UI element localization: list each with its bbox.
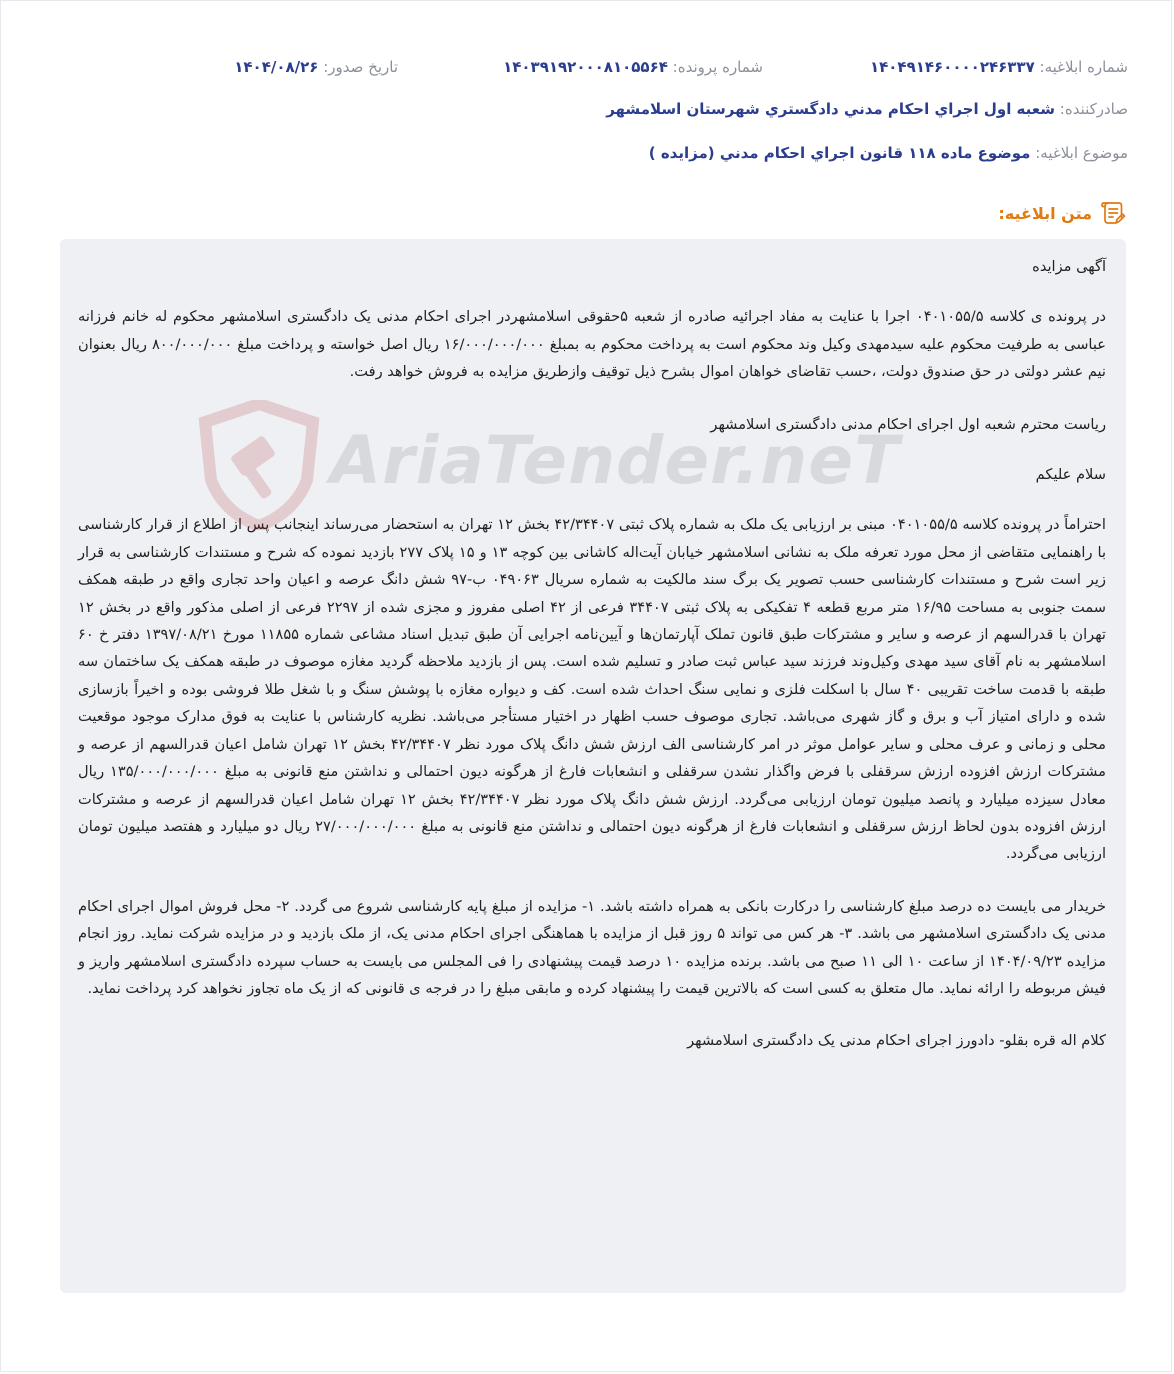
notice-number-label: شماره ابلاغیه: xyxy=(1039,58,1128,76)
notice-heading: آگهی مزایده xyxy=(1032,258,1106,275)
issue-date-label: تاریخ صدور: xyxy=(323,58,398,76)
notice-number-value: ۱۴۰۴۹۱۴۶۰۰۰۰۲۴۶۳۳۷ xyxy=(869,58,1035,76)
notice-text-heading xyxy=(998,200,1126,226)
notice-paragraph-3: خریدار می بایست ده درصد مبلغ کارشناسی را درکارت بانکی به همراه داشته باشد. ۱- مزایده از مبلغ پایه کارشناسی شروع می گردد. ۲- محل فروش اموال اجرای احکام مدنی یک دادگستری اسلامشهر می باشد. ۳- هر کس می تواند ۵ روز قبل از مزایده با هماهنگی اجرای احکام مدنی یک، از ملک بازدید و در مزایده شرکت نماید. روز انجام مزایده ۱۴۰۴/۰۹/۲۳ از ساعت ۱۰ الی ۱۱ صبح می باشد. برنده مزایده ۱۰ درصد قیمت پیشنهادی را فی المجلس می بایست به حساب سپرده دادگستری اسلامشهر واریز و فیش مربوطه را ارائه نماید. مال متعلق به کسی است که بالاترین قیمت را پیشنهاد کرده و مابقی مبلغ را در فرجه ی قانونی که از یک ماه تجاوز نخواهد کرد پرداخت نماید. xyxy=(78,897,1107,997)
section-title: متن ابلاغیه: xyxy=(998,203,1092,223)
notice-addressee: ریاست محترم شعبه اول اجرای احکام مدنی دادگستری اسلامشهر xyxy=(710,415,1106,433)
case-number-label: شماره پرونده: xyxy=(672,58,763,76)
issuer-row xyxy=(606,100,1128,118)
issuer-value: شعبه اول اجراي احکام مدني دادگستري شهرستان اسلامشهر xyxy=(606,100,1055,118)
notice-paragraph-2: احتراماً در پرونده کلاسه ۰۴۰۱۰۵۵/۵ مبنی بر ارزیابی یک ملک به شماره پلاک ثبتی ۴۲/۳۴۴۰۷ بخش ۱۲ تهران به استحضار می‌رساند اینجانب پس از اطلاع از قرار کارشناسی با راهنمایی متقاضی از محل مورد تعرفه ملک به نشانی اسلامشهر خیابان آیت‌اله کاشانی بین کوچه ۱۳ و ۱۵ پلاک ۲۷۷ بازدید نموده که شرح و مستندات کارشناسی به قرار زیر است شرح و مستندات کارشناسی حسب تصویر یک برگ سند مالکیت به شماره سریال ۰۴۹۰۶۳ ب-۹۷ شش دانگ عرصه و اعیان واحد تجاری واقع در طبقه همکف سمت جنوبی به مساحت ۱۶/۹۵ متر مربع قطعه ۴ تفکیکی به پلاک ثبتی ۳۴۴۰۷ فرعی از ۴۲ اصلی مفروز و مجزی شده از ۲۲۹۷ فرعی از اصلی مذکور واقع در بخش ۱۲ تهران با قدرالسهم از عرصه و سایر و مشترکات طبق قانون تملک آپارتمان‌ها و آیین‌نامه اجرایی آن طبق تبدیل اسناد مشاعی شماره ۱۱۸۵۵ مورخ ۱۳۹۷/۰۸/۲۱ دفتر خ ۶۰ اسلامشهر به نام آقای سید مهدی وکیل‌وند فرزند سید عباس ثبت صادر و تسلیم شده است. پس از بازدید ملاحظه گردید مغازه موصوف در طبقه همکف یک ساختمان سه طبقه با قدمت ساخت تقریبی ۴۰ سال با اسکلت فلزی و نمایی سنگ احداث شده است. کف و دیواره مغازه با پوشش سنگ و با شغل طلا فروشی بوده و اخیراً بازسازی شده و دارای امتیاز آب و برق و گاز شهری می‌باشد. تجاری موصوف حسب اظهار در اختیار مستأجر می‌باشد. نظریه کارشناس با عنایت به فوق مدارک موجود موقعیت محلی و زمانی و عرف محلی و سایر عوامل موثر در امر کارشناسی الف ارزش شش دانگ پلاک مورد نظر ۴۲/۳۴۴۰۷ بخش ۱۲ تهران شامل اعیان قدرالسهم از عرصه و مشترکات ارزش افزوده ارزش سرقفلی با فرض واگذار نشدن سرقفلی و انشعابات فارغ از هرگونه دیون احتمالی و نداشتن منع قانونی به مبلغ ۱۳۵/۰۰۰/۰۰۰/۰۰۰ ریال معادل سیزده میلیارد و پانصد میلیون تومان ارزیابی می‌گردد. ارزش شش دانگ پلاک مورد نظر ۴۲/۳۴۴۰۷ بخش ۱۲ تهران شامل اعیان قدرالسهم از عرصه و مشترکات ارزش افزوده بدون لحاظ ارزش سرقفلی و انشعابات فارغ از هرگونه دیون احتمالی و نداشتن منع قانونی به مبلغ ۲۷/۰۰۰/۰۰۰/۰۰۰ ریال دو میلیارد و هفتصد میلیون تومان ارزیابی می‌گردد. xyxy=(78,516,1107,863)
issuer-label: صادرکننده: xyxy=(1059,100,1128,118)
case-number-value: ۱۴۰۳۹۱۹۲۰۰۰۸۱۰۵۵۶۴ xyxy=(503,58,668,76)
notice-number xyxy=(870,58,1128,76)
issue-date xyxy=(234,58,398,76)
notice-paragraph-1: در پرونده ی کلاسه ۰۴۰۱۰۵۵/۵ اجرا با عنایت به مفاد اجرائیه صادره از شعبه ۵حقوقی اسلامشهردر اجرای احکام مدنی یک دادگستری اسلامشهر محکوم له خانم فرزانه عباسی به طرفیت محکوم علیه سیدمهدی وکیل وند محکوم است به پرداخت محکوم به بمبلغ ۱۶/۰۰۰/۰۰۰/۰۰۰ ریال اصل خواسته و پرداخت مبلغ ۸۰۰/۰۰۰/۰۰۰ ریال بعنوان نیم عشر دولتی در حق صندوق دولت، ،حسب تقاضای خواهان اموال بشرح ذیل توقیف وازطریق مزایده به فروش خواهد رفت. xyxy=(78,308,1107,381)
notice-greeting: سلام علیکم xyxy=(1035,466,1106,484)
subject-value: موضوع ماده ۱۱۸ قانون اجراي احکام مدني (مزايده ) xyxy=(648,144,1031,162)
case-number xyxy=(503,58,763,76)
subject-label: موضوع ابلاغیه: xyxy=(1035,144,1128,162)
header-row-numbers xyxy=(38,58,1128,82)
issue-date-value: ۱۴۰۴/۰۸/۲۶ xyxy=(234,58,319,76)
subject-row xyxy=(649,144,1128,162)
document-icon xyxy=(1100,200,1126,226)
notice-signature: کلام اله قره بقلو- دادورز اجرای احکام مدنی یک دادگستری اسلامشهر xyxy=(687,1032,1106,1050)
notice-body xyxy=(60,239,1126,1293)
